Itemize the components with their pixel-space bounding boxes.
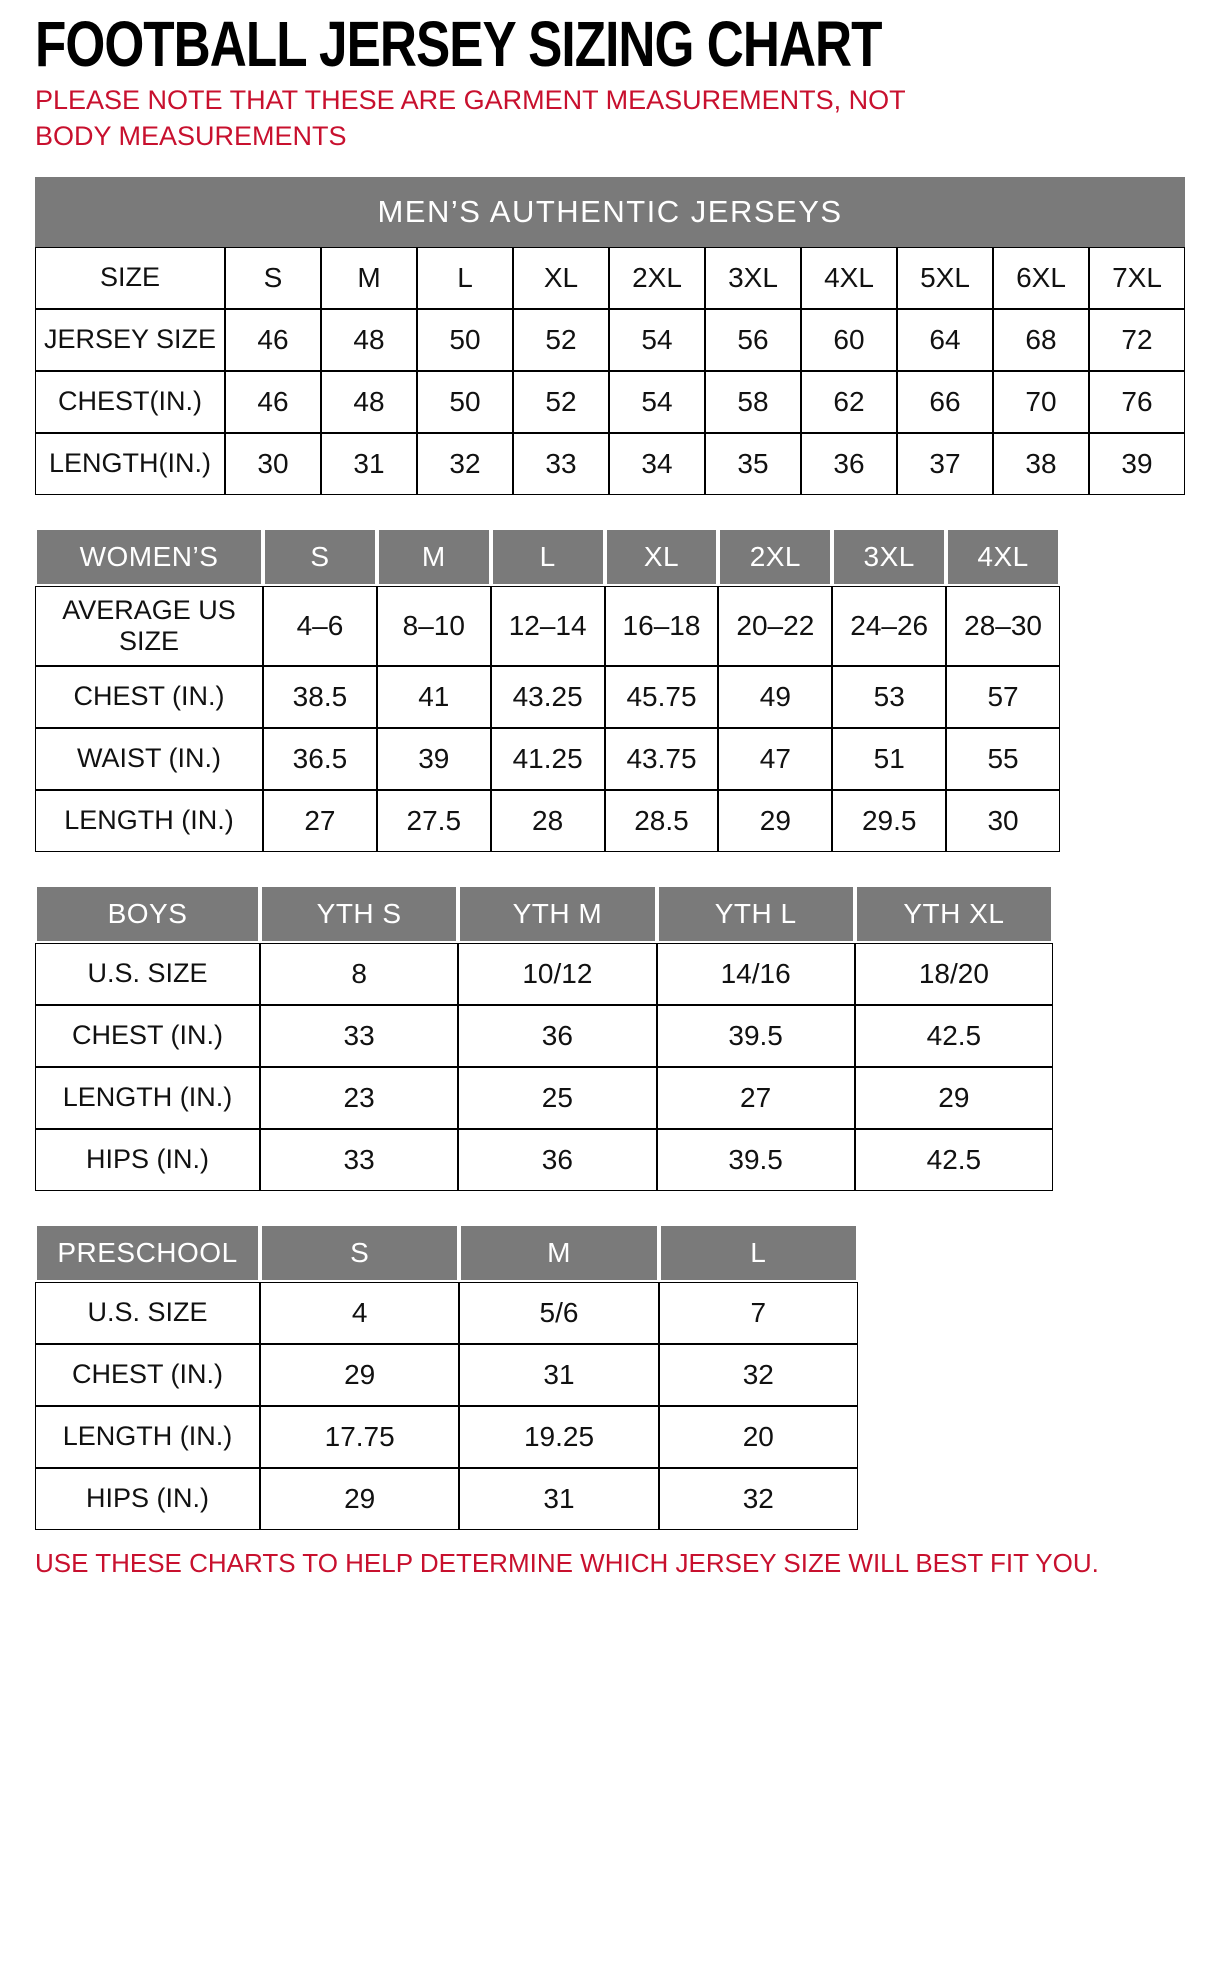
mens-value-cell: 60 [801,309,897,371]
womens-value-cell: 45.75 [605,666,719,728]
boys-value-cell: 25 [458,1067,656,1129]
mens-value-cell: XL [513,247,609,309]
boys-header-cell: YTH S [260,885,458,943]
preschool-row-label: LENGTH (IN.) [35,1406,260,1468]
preschool-value-cell: 7 [659,1282,858,1344]
mens-value-cell: 36 [801,433,897,495]
mens-value-cell: 35 [705,433,801,495]
mens-value-cell: 56 [705,309,801,371]
mens-value-cell: 33 [513,433,609,495]
boys-header-cell: YTH L [657,885,855,943]
preschool-value-cell: 4 [260,1282,459,1344]
boys-value-cell: 18/20 [855,943,1053,1005]
mens-value-cell: 39 [1089,433,1185,495]
womens-value-cell: 43.75 [605,728,719,790]
preschool-value-cell: 31 [459,1468,658,1530]
womens-value-cell: 28 [491,790,605,852]
boys-header-cell: YTH M [458,885,656,943]
mens-value-cell: 48 [321,309,417,371]
mens-value-cell: 62 [801,371,897,433]
preschool-value-cell: 32 [659,1468,858,1530]
womens-sizing-table [35,528,1060,852]
womens-header-cell: 3XL [832,528,946,586]
womens-header-cell: WOMEN’S [35,528,263,586]
preschool-value-cell: 5/6 [459,1282,658,1344]
boys-value-cell: 10/12 [458,943,656,1005]
womens-header-cell: L [491,528,605,586]
preschool-sizing-table [35,1224,858,1530]
womens-value-cell: 43.25 [491,666,605,728]
mens-value-cell: 5XL [897,247,993,309]
preschool-value-cell: 17.75 [260,1406,459,1468]
boys-value-cell: 27 [657,1067,855,1129]
womens-header-cell: 4XL [946,528,1060,586]
mens-value-cell: 38 [993,433,1089,495]
womens-header-cell: M [377,528,491,586]
preschool-header-cell: L [659,1224,858,1282]
preschool-value-cell: 32 [659,1344,858,1406]
womens-value-cell: 57 [946,666,1060,728]
boys-value-cell: 29 [855,1067,1053,1129]
mens-value-cell: 6XL [993,247,1089,309]
mens-row-label: JERSEY SIZE [35,309,225,371]
page-title: FOOTBALL JERSEY SIZING CHART [35,9,882,81]
footer-note: USE THESE CHARTS TO HELP DETERMINE WHICH JERSEY SIZE WILL BEST FIT YOU. [35,1547,1099,1578]
boys-value-cell: 39.5 [657,1129,855,1191]
mens-value-cell: 76 [1089,371,1185,433]
boys-value-cell: 33 [260,1129,458,1191]
boys-row-label: LENGTH (IN.) [35,1067,260,1129]
mens-value-cell: 31 [321,433,417,495]
mens-value-cell: S [225,247,321,309]
mens-authentic-jerseys-table [35,177,1185,495]
womens-value-cell: 20–22 [718,586,832,666]
womens-value-cell: 41.25 [491,728,605,790]
boys-row-label: HIPS (IN.) [35,1129,260,1191]
mens-value-cell: 64 [897,309,993,371]
mens-row-label: SIZE [35,247,225,309]
preschool-row-label: HIPS (IN.) [35,1468,260,1530]
preschool-row-label: U.S. SIZE [35,1282,260,1344]
womens-value-cell: 8–10 [377,586,491,666]
boys-value-cell: 23 [260,1067,458,1129]
womens-value-cell: 28.5 [605,790,719,852]
mens-value-cell: 34 [609,433,705,495]
mens-value-cell: 68 [993,309,1089,371]
womens-value-cell: 4–6 [263,586,377,666]
womens-value-cell: 41 [377,666,491,728]
preschool-header-cell: M [459,1224,658,1282]
womens-value-cell: 28–30 [946,586,1060,666]
womens-value-cell: 12–14 [491,586,605,666]
mens-value-cell: 72 [1089,309,1185,371]
garment-measurement-note: PLEASE NOTE THAT THESE ARE GARMENT MEASUREMENTS, NOT BODY MEASUREMENTS [35,85,906,152]
preschool-header-cell: S [260,1224,459,1282]
womens-value-cell: 53 [832,666,946,728]
boys-sizing-table [35,885,1053,1191]
mens-value-cell: L [417,247,513,309]
womens-value-cell: 30 [946,790,1060,852]
preschool-value-cell: 29 [260,1468,459,1530]
mens-value-cell: 32 [417,433,513,495]
boys-value-cell: 42.5 [855,1005,1053,1067]
womens-value-cell: 27 [263,790,377,852]
mens-value-cell: 54 [609,309,705,371]
womens-header-cell: XL [605,528,719,586]
mens-value-cell: 46 [225,309,321,371]
boys-row-label: U.S. SIZE [35,943,260,1005]
preschool-value-cell: 19.25 [459,1406,658,1468]
mens-value-cell: 58 [705,371,801,433]
mens-value-cell: M [321,247,417,309]
mens-value-cell: 48 [321,371,417,433]
boys-value-cell: 42.5 [855,1129,1053,1191]
mens-row-label: LENGTH(IN.) [35,433,225,495]
mens-value-cell: 70 [993,371,1089,433]
womens-value-cell: 24–26 [832,586,946,666]
mens-value-cell: 46 [225,371,321,433]
boys-value-cell: 36 [458,1005,656,1067]
womens-value-cell: 47 [718,728,832,790]
preschool-value-cell: 29 [260,1344,459,1406]
womens-value-cell: 51 [832,728,946,790]
mens-value-cell: 3XL [705,247,801,309]
womens-value-cell: 55 [946,728,1060,790]
mens-value-cell: 4XL [801,247,897,309]
mens-value-cell: 50 [417,371,513,433]
womens-value-cell: 36.5 [263,728,377,790]
boys-header-cell: YTH XL [855,885,1053,943]
boys-value-cell: 39.5 [657,1005,855,1067]
mens-value-cell: 54 [609,371,705,433]
mens-value-cell: 37 [897,433,993,495]
mens-banner: MEN’S AUTHENTIC JERSEYS [35,177,1185,247]
womens-value-cell: 38.5 [263,666,377,728]
boys-row-label: CHEST (IN.) [35,1005,260,1067]
mens-value-cell: 52 [513,309,609,371]
preschool-row-label: CHEST (IN.) [35,1344,260,1406]
mens-row-label: CHEST(IN.) [35,371,225,433]
womens-header-cell: 2XL [718,528,832,586]
womens-value-cell: 27.5 [377,790,491,852]
boys-value-cell: 14/16 [657,943,855,1005]
boys-header-cell: BOYS [35,885,260,943]
boys-value-cell: 33 [260,1005,458,1067]
womens-value-cell: 39 [377,728,491,790]
womens-row-label: AVERAGE US SIZE [35,586,263,666]
mens-value-cell: 30 [225,433,321,495]
preschool-value-cell: 31 [459,1344,658,1406]
mens-value-cell: 7XL [1089,247,1185,309]
mens-value-cell: 52 [513,371,609,433]
womens-value-cell: 49 [718,666,832,728]
womens-row-label: WAIST (IN.) [35,728,263,790]
womens-value-cell: 29 [718,790,832,852]
womens-row-label: CHEST (IN.) [35,666,263,728]
womens-header-cell: S [263,528,377,586]
womens-value-cell: 29.5 [832,790,946,852]
mens-value-cell: 2XL [609,247,705,309]
womens-row-label: LENGTH (IN.) [35,790,263,852]
boys-value-cell: 36 [458,1129,656,1191]
mens-value-cell: 66 [897,371,993,433]
preschool-value-cell: 20 [659,1406,858,1468]
mens-value-cell: 50 [417,309,513,371]
boys-value-cell: 8 [260,943,458,1005]
womens-value-cell: 16–18 [605,586,719,666]
preschool-header-cell: PRESCHOOL [35,1224,260,1282]
